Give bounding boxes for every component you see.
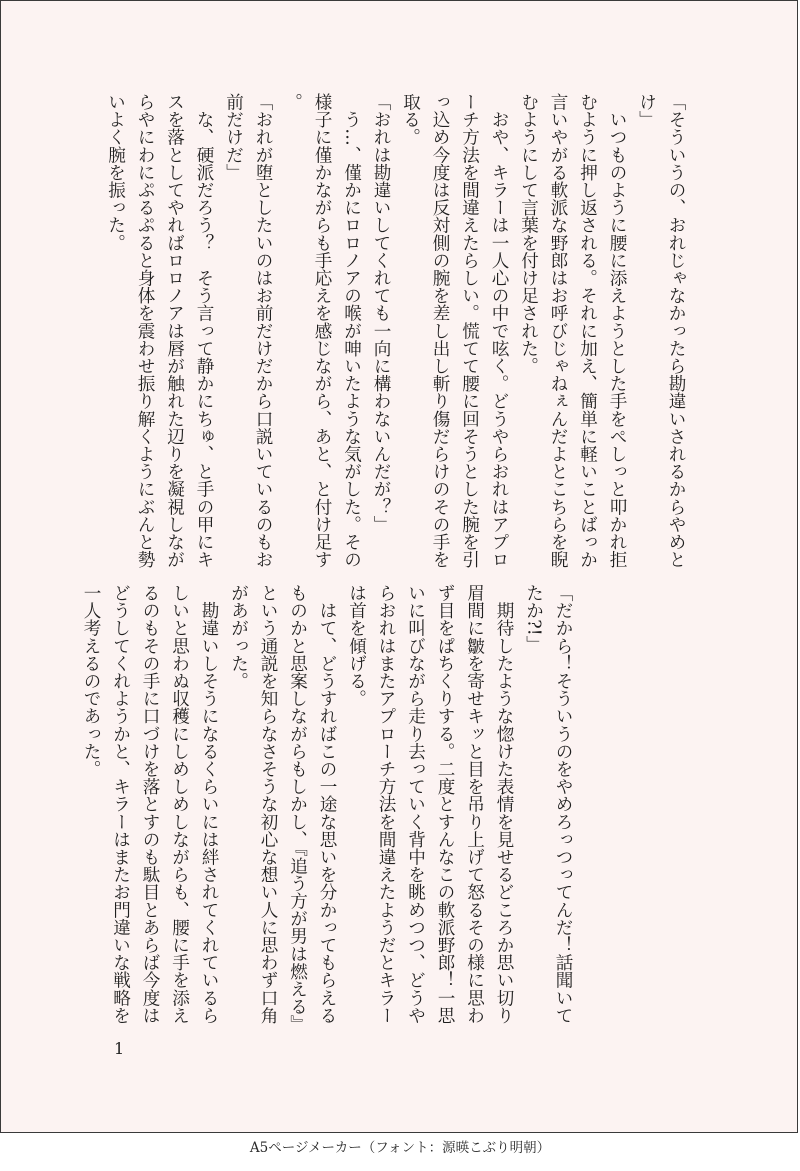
- paragraph: う…、僅かにロロノアの喉が呻いたような気がした。その様子に僅かながらも手応えを感じながら、あと、と付け足す。: [282, 93, 362, 569]
- lower-text-block: [81, 584, 577, 1034]
- page-number: 1: [114, 1039, 125, 1058]
- paragraph: いつものように腰に添えようとした手をぺしっと叩かれ拒むように押し返される。それに加え、簡単に軽いことばっか言いやがる軟派な野郎はお呼びじゃねぇんだよとこちらを睨むようにして言葉を付け足された。: [518, 93, 627, 569]
- paragraph: おや、キラーは一人心の中で呟く。どうやらおれはアプローチ方法を間違えたらしい。慌てて腰に回そうとした腕を引っ込め今度は反対側の腕を差し出し斬り傷だらけのその手を取る。: [400, 93, 509, 569]
- paragraph: 「おれが堕としたいのはお前だけだから口説いているのもお前だけだ」: [223, 93, 273, 569]
- paragraph: 勘違いしそうになるくらいには絆されてくれているらしいと思わぬ収穫にしめしめしながらも、腰に手を添えるのもその手に口づけを落とすのも駄目とあらば今度はどうしてくれようかと、キラーはまたお門違いな戦略を一人考えるのであった。: [81, 584, 219, 1024]
- paragraph: 「だから！そういうのをやめろっつってんだ！話聞いてたか?!」: [523, 584, 573, 1024]
- paragraph: な、硬派だろう？ そう言って静かにちゅ、と手の甲にキスを落としてやればロロノアは唇が触れた辺りを凝視しながらやにわにぷるぷると身体を震わせ振り解くようにぶんと勢いよく腕を振った。: [105, 93, 214, 569]
- footer-caption: A5ページメーカー（フォント：源暎こぶり明朝）: [249, 1140, 551, 1156]
- paragraph: はて、どうすればこの一途な思いを分かってもらえるものかと思案しながらもしかし、『追う方が男は燃える』という通説を知らなさそうな初心な想い人に思わず口角があがった。: [228, 584, 337, 1033]
- paragraph: 期待したような惚けた表情を見せるどころか思い切り眉間に皺を寄せキッと目を吊り上げて怒るその様に思わず目をぱちくりする。二度とすんなこの軟派野郎！一思いに叫びながら走り去っていく背中を眺めつつ、どうやらおれはまたアプローチ方法を間違えたようだとキラーは首を傾げる。: [346, 584, 514, 1024]
- upper-text-block: [105, 93, 690, 576]
- paragraph: 「おれは勘違いしてくれても一向に構わないんだが？」: [371, 93, 391, 533]
- paragraph: 「そういうの、おれじゃなかったら勘違いされるからやめとけ」: [636, 93, 686, 569]
